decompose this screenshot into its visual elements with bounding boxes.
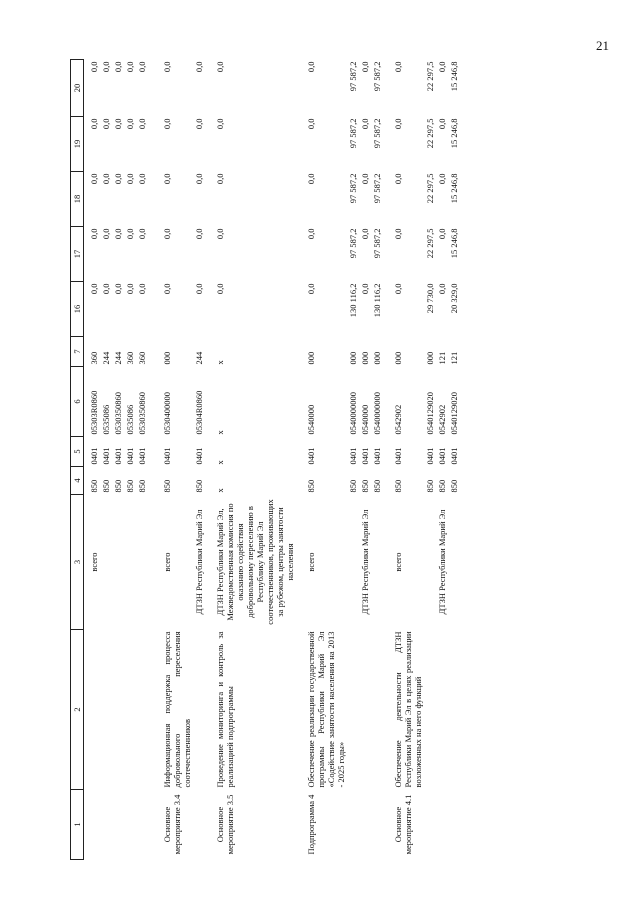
table-cell-c20: 97 587,2 bbox=[348, 61, 358, 92]
table-cell-c7: x bbox=[215, 360, 225, 365]
table-body bbox=[84, 60, 461, 860]
table-cell-c20: 0,0 bbox=[101, 61, 111, 73]
header-cell: 5 bbox=[71, 437, 84, 467]
header-cell: 7 bbox=[71, 337, 84, 367]
table-cell-c2: Обеспечение реализации государственной программы Республики Марий Эл «Содействие занятости населения на 2013 - 2025 годы» bbox=[306, 631, 346, 788]
table-cell-c16: 0,0 bbox=[137, 283, 147, 295]
table-cell-c5: 0401 bbox=[393, 447, 403, 465]
table-cell-c20: 0,0 bbox=[437, 61, 447, 73]
table-cell-c2: Обеспечение деятельности ДТЗН Республики Марий Эл в целях реализации возложенных на него функций bbox=[393, 631, 423, 788]
table-cell-c17: 0,0 bbox=[125, 228, 135, 240]
table-cell-c16: 130 116,2 bbox=[372, 283, 382, 318]
table-cell-c1 bbox=[124, 790, 136, 860]
table-cell-c4: 850 bbox=[113, 479, 123, 493]
table-cell-c6: 0542902 bbox=[437, 404, 447, 435]
table-cell-c7: 121 bbox=[437, 351, 447, 365]
table-cell-c2 bbox=[193, 630, 205, 790]
table-cell-c1 bbox=[436, 790, 448, 860]
table-cell-c5: 0401 bbox=[306, 447, 316, 465]
table-cell-c6: 0530350860 bbox=[113, 392, 123, 435]
table-cell-c20: 0,0 bbox=[306, 61, 316, 73]
table-cell-c7: 360 bbox=[137, 351, 147, 365]
table-cell-c7: 360 bbox=[89, 351, 99, 365]
table-cell-c19: 0,0 bbox=[437, 118, 447, 130]
header-cell: 2 bbox=[71, 630, 84, 790]
table-cell-c16: 0,0 bbox=[125, 283, 135, 295]
table-cell-c20: 0,0 bbox=[215, 61, 225, 73]
rotated-table-wrapper bbox=[70, 60, 590, 860]
table-cell-c16: 0,0 bbox=[393, 283, 403, 295]
table-cell-c16: 0,0 bbox=[162, 283, 172, 295]
table-cell-c19: 22 297,5 bbox=[425, 118, 435, 149]
table-cell-c4: x bbox=[215, 488, 225, 493]
table-cell-c7: 000 bbox=[360, 351, 370, 365]
table-row bbox=[383, 60, 424, 860]
table-cell-c6: x bbox=[215, 430, 225, 435]
table-cell-c18: 0,0 bbox=[437, 173, 447, 185]
table-cell-c7: 000 bbox=[393, 351, 403, 365]
table-cell-c3: ДТЗН Республики Марий Эл bbox=[360, 509, 370, 615]
table-cell-c17: 0,0 bbox=[306, 228, 316, 240]
table-cell-c17: 0,0 bbox=[101, 228, 111, 240]
table-cell-c6: 0540129020 bbox=[449, 392, 459, 435]
table-cell-c4: 850 bbox=[372, 479, 382, 493]
table-cell-c16: 20 329,0 bbox=[449, 283, 459, 314]
table-cell-c3 bbox=[100, 495, 112, 630]
table-cell-c5: 0401 bbox=[449, 447, 459, 465]
table-row bbox=[424, 60, 436, 860]
table-cell-c20: 0,0 bbox=[162, 61, 172, 73]
table-cell-c5: 0401 bbox=[194, 447, 204, 465]
table-cell-c18: 0,0 bbox=[162, 173, 172, 185]
table-cell-c7: 000 bbox=[162, 351, 172, 365]
table-cell-c5: 0401 bbox=[372, 447, 382, 465]
table-row bbox=[436, 60, 448, 860]
table-cell-c4: 850 bbox=[194, 479, 204, 493]
table-cell-c20: 0,0 bbox=[360, 61, 370, 73]
table-cell-c20: 97 587,2 bbox=[372, 61, 382, 92]
table-cell-c6: 0540000000 bbox=[372, 392, 382, 435]
table-cell-c18: 0,0 bbox=[306, 173, 316, 185]
table-cell-c18: 0,0 bbox=[360, 173, 370, 185]
table-cell-c17: 97 587,2 bbox=[372, 228, 382, 259]
table-cell-c3: ДТЗН Республики Марий Эл bbox=[194, 509, 204, 615]
table-cell-c2 bbox=[424, 630, 436, 790]
table-cell-c3: всего bbox=[162, 552, 172, 572]
table-cell-c17: 0,0 bbox=[137, 228, 147, 240]
header-cell: 16 bbox=[71, 282, 84, 337]
table-cell-c17: 15 246,8 bbox=[449, 228, 459, 259]
table-cell-c16: 0,0 bbox=[360, 283, 370, 295]
table-cell-c4: 850 bbox=[101, 479, 111, 493]
table-cell-c5: 0401 bbox=[437, 447, 447, 465]
table-cell-c1 bbox=[371, 790, 383, 860]
table-cell-c3: всего bbox=[393, 552, 403, 572]
header-cell: 6 bbox=[71, 367, 84, 437]
table-cell-c1 bbox=[84, 790, 101, 860]
table-cell-c2 bbox=[436, 630, 448, 790]
table-cell-c19: 0,0 bbox=[393, 118, 403, 130]
table-cell-c20: 0,0 bbox=[89, 61, 99, 73]
header-cell: 19 bbox=[71, 117, 84, 172]
table-cell-c18: 0,0 bbox=[393, 173, 403, 185]
table-cell-c2 bbox=[359, 630, 371, 790]
table-cell-c4: 850 bbox=[125, 479, 135, 493]
table-row bbox=[112, 60, 124, 860]
table-row bbox=[205, 60, 296, 860]
table-row bbox=[359, 60, 371, 860]
header-row bbox=[71, 60, 84, 860]
table-cell-c2 bbox=[371, 630, 383, 790]
table-cell-c1 bbox=[448, 790, 460, 860]
table-cell-c7: 000 bbox=[425, 351, 435, 365]
table-cell-c18: 0,0 bbox=[89, 173, 99, 185]
table-cell-c17: 0,0 bbox=[393, 228, 403, 240]
table-cell-c17: 22 297,5 bbox=[425, 228, 435, 259]
table-cell-c17: 97 587,2 bbox=[348, 228, 358, 259]
table-cell-c5: 0401 bbox=[162, 447, 172, 465]
table-cell-c19: 0,0 bbox=[137, 118, 147, 130]
table-cell-c7: 244 bbox=[113, 351, 123, 365]
table-cell-c3 bbox=[124, 495, 136, 630]
table-cell-c16: 0,0 bbox=[437, 283, 447, 295]
table-row bbox=[193, 60, 205, 860]
table-cell-c16: 0,0 bbox=[194, 283, 204, 295]
table-cell-c20: 22 297,5 bbox=[425, 61, 435, 92]
table-cell-c17: 0,0 bbox=[113, 228, 123, 240]
table-cell-c18: 0,0 bbox=[137, 173, 147, 185]
table-cell-c5: 0401 bbox=[348, 447, 358, 465]
header-cell: 20 bbox=[71, 60, 84, 117]
table-cell-c1 bbox=[424, 790, 436, 860]
table-cell-c3 bbox=[448, 495, 460, 630]
table-cell-c6: 0535086 bbox=[125, 404, 135, 435]
header-cell: 4 bbox=[71, 467, 84, 495]
table-cell-c17: 0,0 bbox=[194, 228, 204, 240]
table-cell-c5: 0401 bbox=[360, 447, 370, 465]
table-cell-c4: 850 bbox=[437, 479, 447, 493]
table-cell-c2: Информационная поддержка процесса добровольного переселения соотечественников bbox=[162, 631, 192, 788]
table-cell-c2 bbox=[112, 630, 124, 790]
table-row bbox=[136, 60, 148, 860]
page-number: 21 bbox=[596, 38, 609, 53]
table-cell-c17: 0,0 bbox=[89, 228, 99, 240]
table-cell-c2 bbox=[136, 630, 148, 790]
table-cell-c6: 05304R0860 bbox=[194, 390, 204, 435]
table-cell-c18: 22 297,5 bbox=[425, 173, 435, 204]
table-cell-c2 bbox=[100, 630, 112, 790]
table-cell-c5: 0401 bbox=[137, 447, 147, 465]
table-cell-c4: 850 bbox=[89, 479, 99, 493]
table-row bbox=[148, 60, 193, 860]
table-cell-c1 bbox=[100, 790, 112, 860]
table-cell-c17: 0,0 bbox=[360, 228, 370, 240]
table-cell-c7: 000 bbox=[348, 351, 358, 365]
table-cell-c6: 0540000 bbox=[360, 404, 370, 435]
table-cell-c1: Основное мероприятие 4.1 bbox=[393, 794, 413, 855]
table-cell-c7: 121 bbox=[449, 351, 459, 365]
table-cell-c1 bbox=[193, 790, 205, 860]
table-cell-c3 bbox=[424, 495, 436, 630]
table-cell-c17: 0,0 bbox=[162, 228, 172, 240]
table-cell-c6: 0540000 bbox=[306, 404, 316, 435]
table-cell-c16: 0,0 bbox=[101, 283, 111, 295]
table-cell-c6: 0530350860 bbox=[137, 392, 147, 435]
table-cell-c16: 0,0 bbox=[215, 283, 225, 295]
table-cell-c16: 29 730,0 bbox=[425, 283, 435, 314]
table-cell-c7: 360 bbox=[125, 351, 135, 365]
table-cell-c20: 0,0 bbox=[194, 61, 204, 73]
table-cell-c20: 0,0 bbox=[113, 61, 123, 73]
budget-table bbox=[70, 59, 460, 860]
header-cell: 18 bbox=[71, 172, 84, 227]
table-cell-c19: 15 246,8 bbox=[449, 118, 459, 149]
table-cell-c7: 244 bbox=[101, 351, 111, 365]
table-cell-c4: 850 bbox=[360, 479, 370, 493]
table-cell-c19: 0,0 bbox=[215, 118, 225, 130]
table-cell-c2 bbox=[448, 630, 460, 790]
table-cell-c5: 0401 bbox=[113, 447, 123, 465]
table-cell-c18: 0,0 bbox=[194, 173, 204, 185]
table-cell-c19: 97 587,2 bbox=[372, 118, 382, 149]
table-cell-c16: 0,0 bbox=[89, 283, 99, 295]
table-cell-c6: 0540129020 bbox=[425, 392, 435, 435]
table-cell-c3: всего bbox=[89, 552, 99, 572]
table-cell-c5: 0401 bbox=[101, 447, 111, 465]
table-cell-c20: 0,0 bbox=[393, 61, 403, 73]
table-cell-c4: 850 bbox=[425, 479, 435, 493]
table-cell-c5: 0401 bbox=[89, 447, 99, 465]
table-cell-c18: 0,0 bbox=[101, 173, 111, 185]
table-cell-c1 bbox=[359, 790, 371, 860]
table-cell-c16: 130 116,2 bbox=[348, 283, 358, 318]
header-cell: 1 bbox=[71, 790, 84, 860]
table-cell-c4: 850 bbox=[348, 479, 358, 493]
table-cell-c20: 0,0 bbox=[137, 61, 147, 73]
table-row bbox=[448, 60, 460, 860]
table-cell-c3: всего bbox=[306, 552, 316, 572]
table-cell-c4: 850 bbox=[393, 479, 403, 493]
table-cell-c18: 0,0 bbox=[215, 173, 225, 185]
table-cell-c5: 0401 bbox=[425, 447, 435, 465]
table-cell-c2 bbox=[124, 630, 136, 790]
table-cell-c1 bbox=[347, 790, 359, 860]
table-cell-c1 bbox=[112, 790, 124, 860]
table-cell-c3 bbox=[347, 495, 359, 630]
table-cell-c4: 850 bbox=[306, 479, 316, 493]
table-cell-c18: 97 587,2 bbox=[372, 173, 382, 204]
table-cell-c5: 0401 bbox=[125, 447, 135, 465]
table-cell-c16: 0,0 bbox=[306, 283, 316, 295]
table-row bbox=[100, 60, 112, 860]
table-cell-c7: 244 bbox=[194, 351, 204, 365]
table-cell-c3 bbox=[371, 495, 383, 630]
table-cell-c20: 0,0 bbox=[125, 61, 135, 73]
table-cell-c19: 0,0 bbox=[89, 118, 99, 130]
table-row bbox=[296, 60, 347, 860]
table-cell-c6: 0535086 bbox=[101, 404, 111, 435]
table-cell-c3 bbox=[112, 495, 124, 630]
table-cell-c18: 0,0 bbox=[125, 173, 135, 185]
table-cell-c1 bbox=[136, 790, 148, 860]
table-cell-c18: 15 246,8 bbox=[449, 173, 459, 204]
table-cell-c6: 0542902 bbox=[393, 404, 403, 435]
table-cell-c2 bbox=[347, 630, 359, 790]
table-cell-c4: 850 bbox=[449, 479, 459, 493]
table-cell-c19: 0,0 bbox=[360, 118, 370, 130]
table-cell-c2 bbox=[84, 630, 101, 790]
table-cell-c19: 0,0 bbox=[306, 118, 316, 130]
table-cell-c5: x bbox=[215, 460, 225, 465]
table-cell-c16: 0,0 bbox=[113, 283, 123, 295]
table-cell-c6: 0540000000 bbox=[348, 392, 358, 435]
table-cell-c7: 000 bbox=[372, 351, 382, 365]
table-cell-c7: 000 bbox=[306, 351, 316, 365]
header-cell: 17 bbox=[71, 227, 84, 282]
table-cell-c1: Основное мероприятие 3.5 bbox=[215, 794, 235, 855]
header-cell: 3 bbox=[71, 495, 84, 630]
table-cell-c3: ДТЗН Республики Марий Эл bbox=[437, 509, 447, 615]
table-cell-c18: 97 587,2 bbox=[348, 173, 358, 204]
table-cell-c19: 0,0 bbox=[162, 118, 172, 130]
table-cell-c3 bbox=[136, 495, 148, 630]
table-row bbox=[84, 60, 101, 860]
table-cell-c1: Основное мероприятие 3.4 bbox=[162, 794, 182, 855]
table-cell-c3: ДТЗН Республики Марий Эл, Межведомственная комиссия по оказанию содействия добровольному переселению в Республику Марий Эл соотечественников, проживающих за рубежом, центры занятости населения bbox=[215, 499, 295, 625]
table-cell-c4: 850 bbox=[137, 479, 147, 493]
table-cell-c19: 0,0 bbox=[194, 118, 204, 130]
table-cell-c19: 0,0 bbox=[125, 118, 135, 130]
table-cell-c1: Подпрограмма 4 bbox=[306, 794, 316, 855]
table-cell-c18: 0,0 bbox=[113, 173, 123, 185]
table-cell-c19: 97 587,2 bbox=[348, 118, 358, 149]
table-row bbox=[347, 60, 359, 860]
table-cell-c17: 0,0 bbox=[215, 228, 225, 240]
table-row bbox=[124, 60, 136, 860]
table-cell-c17: 0,0 bbox=[437, 228, 447, 240]
table-row bbox=[371, 60, 383, 860]
table-cell-c20: 15 246,8 bbox=[449, 61, 459, 92]
table-cell-c2: Проведение мониторинга и контроль за реализацией подпрограммы bbox=[215, 631, 235, 788]
table-cell-c19: 0,0 bbox=[113, 118, 123, 130]
table-cell-c19: 0,0 bbox=[101, 118, 111, 130]
table-cell-c6: 05303R0860 bbox=[89, 390, 99, 435]
table-cell-c6: 0530400000 bbox=[162, 392, 172, 435]
table-cell-c4: 850 bbox=[162, 479, 172, 493]
